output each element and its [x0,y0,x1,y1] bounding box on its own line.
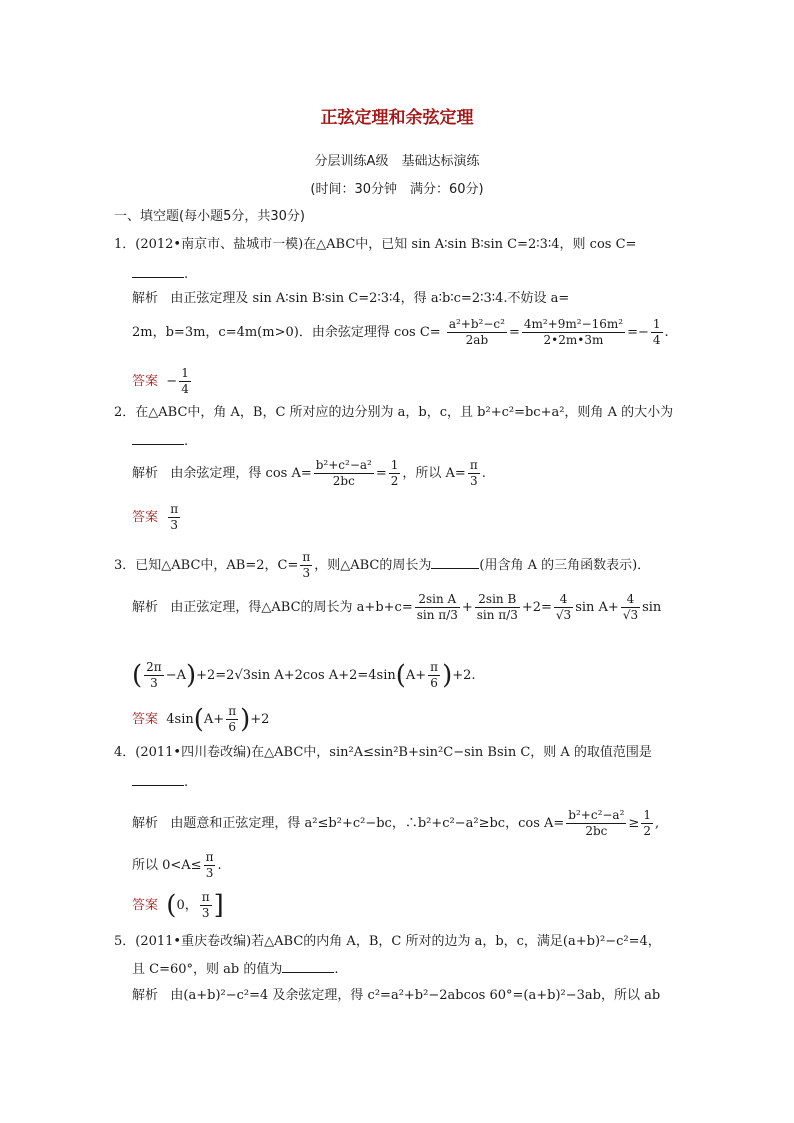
fraction: $\frac{\pi}{3}$ [469,458,478,488]
question-1-analysis: 解析 由正弦定理及 sin A∶sin B∶sin C=2∶3∶4，得 a∶b∶c=2∶3∶4.不妨设 a= [132,291,570,306]
question-4-blank: . [132,773,188,792]
fraction: $\frac{2\pi}{3}$ [146,660,162,690]
question-5-text-2: 且 C=60°，则 ab 的值为 . [132,962,339,977]
fraction: $\frac{4}{√3}$ [622,592,639,622]
fraction: $\frac{\text{2sin B}}{\text{sin π/3}}$ [476,592,518,622]
question-2-blank: . [132,432,188,451]
question-1-answer: 答案 − $\frac{1}{4}$ [132,366,189,396]
analysis-label: 解析 [132,466,159,481]
fraction: $\frac{\pi}{3}$ [201,890,210,920]
answer-label: 答案 [132,712,159,727]
question-3-answer: 答案 4sin(A+ $\frac{\pi}{6}$ )+2 [132,704,270,735]
fraction: $\frac{\text{2sin A}}{\text{sin π/3}}$ [416,592,458,622]
fraction: $\frac{4}{√3}$ [555,592,572,622]
fraction: $\frac{\pi}{6}$ [228,704,237,734]
question-2-analysis: 解析 由余弦定理，得 cos A= $\frac{\text{b²+c²−a²}}{2bc}$ = $\frac{1}{2}$ ，所以 A= $\frac{\pi}{3}$ . [132,458,486,488]
question-4-analysis-2: 所以 0<A≤ $\frac{\pi}{3}$ . [132,850,222,880]
analysis-label: 解析 [132,600,159,615]
fraction: $\frac{\text{b²+c²−a²}}{2bc}$ [315,458,372,488]
analysis-label: 解析 [132,291,159,306]
answer-label: 答案 [132,898,159,913]
analysis-label: 解析 [132,988,159,1003]
question-1-blank: . [132,265,188,284]
question-2-text: 2．在△ABC中，角 A，B，C 所对应的边分别为 a，b，c，且 b²+c²=bc+a²，则角 A 的大小为 [114,405,674,420]
fraction: $\frac{\pi}{3}$ [170,502,179,532]
question-5-text: 5．(2011•重庆卷改编)若△ABC的内角 A，B，C 所对的边为 a，b，c，满足(a+b)²−c²=4， [114,934,661,949]
question-1-analysis-2: 2m，b=3m，c=4m(m>0)．由余弦定理得 cos C= $\frac{\text{a²+b²−c²}}{2ab}$ = $\frac{\text{4m²+9m²−16m²}}{2•2m•3m}$ =− $\frac{1}{4}$ . [132,317,669,347]
answer-label: 答案 [132,374,159,389]
fraction: $\frac{\text{b²+c²−a²}}{2bc}$ [568,808,625,838]
section-heading: 一、填空题(每小题5分，共30分) [114,209,305,224]
answer-label: 答案 [132,510,159,525]
fraction: $\frac{1}{2}$ [643,808,651,838]
page-title: 正弦定理和余弦定理 [320,108,474,128]
question-3-analysis-2: ( $\frac{2\pi}{3}$ −A)+2=2√3sin A+2cos A+2=4sin(A+ $\frac{\pi}{6}$ )+2. [132,660,476,691]
question-1-text: 1．(2012•南京市、盐城市一模)在△ABC中，已知 sin A∶sin B∶sin C=2∶3∶4，则 cos C= [114,237,637,252]
question-2-answer [132,502,182,533]
fraction: $\frac{\text{4m²+9m²−16m²}}{2•2m•3m}$ [523,317,624,347]
fraction: $\frac{\pi}{3}$ [205,850,214,880]
question-4-answer: 答案 (0， $\frac{\pi}{3}$ ] [132,890,224,921]
fraction: $\frac{\text{a²+b²−c²}}{2ab}$ [448,317,505,347]
question-4-text: 4．(2011•四川卷改编)在△ABC中，sin²A≤sin²B+sin²C−sin Bsin C，则 A 的取值范围是 [114,745,652,760]
analysis-label: 解析 [132,816,159,831]
question-4-analysis: 解析 由题意和正弦定理，得 a²≤b²+c²−bc，∴b²+c²−a²≥bc，cos A= $\frac{\text{b²+c²−a²}}{2bc}$ ≥ $\frac{1}{2}$ , [132,808,660,838]
fraction: $\frac{1}{2}$ [390,458,399,488]
subtitle: 分层训练A级 基础达标演练 [314,154,480,169]
time-line: (时间：30分钟 满分：60分) [310,182,484,197]
question-3-text: 3．已知△ABC中，AB=2，C= $\frac{\pi}{3}$ ，则△ABC的周长为 (用含角 A 的三角函数表示)． [114,550,651,580]
question-3-analysis: 解析 由正弦定理，得△ABC的周长为 a+b+c= $\frac{\text{2sin A}}{\text{sin π/3}}$ + $\frac{\text{2sin B}}{\text{sin π/3}}$ +2= $\frac{4}{√3}$ sin A+ $\frac{4}{√3}$ sin [132,592,662,622]
fraction: $\frac{1}{4}$ [181,366,189,396]
question-5-analysis: 解析 由(a+b)²−c²=4 及余弦定理，得 c²=a²+b²−2abcos 60°=(a+b)²−3ab，所以 ab [132,988,661,1003]
fraction: $\frac{\pi}{3}$ [302,550,311,580]
fraction: $\frac{1}{4}$ [652,317,661,347]
fraction: $\frac{\pi}{6}$ [430,660,439,690]
